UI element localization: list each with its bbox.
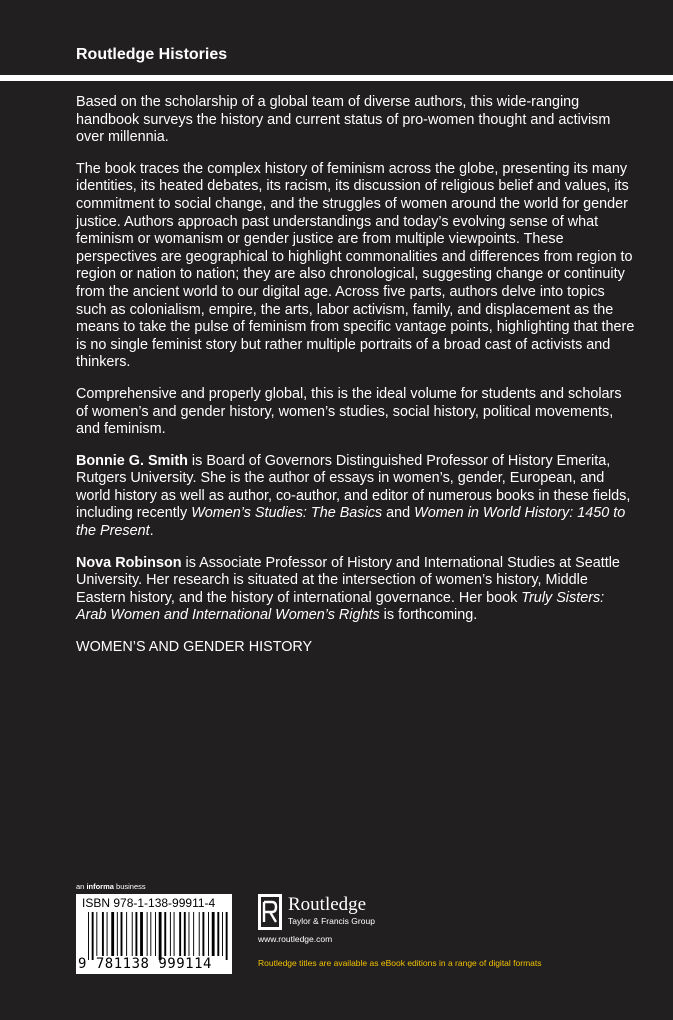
barcode-bar bbox=[155, 912, 156, 956]
publisher-name: Routledge bbox=[288, 894, 367, 915]
barcode-bar bbox=[217, 912, 219, 956]
blurb-paragraph-3: Comprehensive and properly global, this is the ideal volume for students and scholars of women’s and gender history, women’s studies, social history, political movements, and feminism. bbox=[76, 385, 622, 438]
barcode-bar bbox=[147, 912, 148, 956]
publisher-url[interactable]: www.routledge.com bbox=[258, 934, 333, 944]
barcode-bar bbox=[150, 912, 151, 956]
author-bio-robinson bbox=[76, 555, 636, 625]
header-rule bbox=[0, 75, 673, 81]
author-name-smith: Bonnie G. Smith bbox=[76, 452, 188, 469]
isbn-number: ISBN 978-1-138-99911-4 bbox=[82, 896, 216, 910]
barcode-bar bbox=[107, 912, 108, 956]
back-cover-text bbox=[76, 94, 636, 671]
publisher-group: Taylor & Francis Group bbox=[288, 916, 375, 926]
barcode-bar bbox=[212, 912, 215, 956]
barcode-bar bbox=[135, 912, 137, 956]
barcode-bar bbox=[222, 912, 223, 956]
barcode-bar bbox=[189, 912, 190, 956]
routledge-logo-icon bbox=[258, 894, 282, 930]
bio-text: is Associate Professor of History and International Studies at Seattle University. Her research is situated at the intersection of women’s history, Middle Eastern history, and the history of international governance. Her book bbox=[76, 554, 620, 606]
book-title: Women’s Studies: The Basics bbox=[191, 505, 383, 522]
blurb-paragraph-1: Based on the scholarship of a global team of diverse authors, this wide-ranging handbook surveys the history and current status of pro-women thought and activism over millennia. bbox=[76, 94, 611, 146]
series-title: Routledge Histories bbox=[76, 46, 228, 63]
barcode-bar bbox=[193, 912, 194, 956]
bio-text: is forthcoming. bbox=[379, 607, 478, 624]
barcode-bar bbox=[179, 912, 181, 956]
barcode-bar bbox=[164, 912, 166, 956]
bio-text: is Board of Governors Distinguished Professor of History Emerita, Rutgers University. She is the author of essays in women’s, gender, European, and world history as well as author, co-author, and editor of numerous books in these fields, including recently bbox=[76, 452, 631, 522]
barcode-bar bbox=[132, 912, 133, 956]
barcode-bar bbox=[111, 912, 114, 956]
blurb-paragraph-2: The book traces the complex history of feminism across the globe, presenting its many identities, its heated debates, its racism, its discussion of religious belief and values, its commitment to social change, and the struggles of women around the world for gender justice. Authors approach past understandings and today’s evolving sense of what feminism or womanism or gender justice are from multiple viewpoints. These perspectives are geographical to highlight commonalities and differences from region to region or nation to nation; they are also chronological, suggesting change or continuity from the ancient world to our digital age. Across five parts, authors delve into topics such as colonialism, empire, the arts, labor activism, family, and displacement as the means to take the pulse of feminism from specific vantage points, highlighting that there is no single feminist story but rather multiple portraits of a broad cast of activists and thinkers. bbox=[76, 160, 635, 371]
book-title: Truly Sisters: Arab Women and International Women’s Rights bbox=[76, 589, 605, 624]
book-title: Women in World History: 1450 to the Present bbox=[76, 505, 626, 540]
author-bio-smith bbox=[76, 453, 636, 541]
barcode-bar bbox=[208, 912, 209, 956]
barcode-bar bbox=[96, 912, 97, 956]
informa-brand: informa bbox=[86, 882, 114, 891]
barcode-digits: 9 781138 999114 bbox=[78, 956, 212, 972]
barcode-bar bbox=[159, 912, 162, 960]
ebook-note: Routledge titles are available as eBook editions in a range of digital formats bbox=[258, 958, 542, 968]
barcode-bar bbox=[92, 912, 94, 960]
barcode-bar bbox=[202, 912, 204, 956]
author-name-robinson: Nova Robinson bbox=[76, 554, 182, 571]
barcode-bar bbox=[121, 912, 123, 956]
informa-tagline: an informa business bbox=[76, 882, 146, 891]
barcode-bar bbox=[226, 912, 228, 960]
isbn-barcode bbox=[76, 894, 232, 974]
barcode-bar bbox=[126, 912, 127, 956]
bio-text: and bbox=[382, 505, 415, 522]
barcode-bar bbox=[174, 912, 175, 956]
barcode-bar bbox=[184, 912, 186, 956]
barcode-bar bbox=[199, 912, 200, 956]
subject-label: WOMEN’S AND GENDER HISTORY bbox=[76, 639, 313, 656]
barcode-bar bbox=[88, 912, 89, 960]
barcode-bar bbox=[117, 912, 118, 956]
barcode-bar bbox=[140, 912, 143, 956]
bio-text: . bbox=[149, 523, 154, 540]
barcode-bar bbox=[170, 912, 171, 956]
barcode-bar bbox=[102, 912, 104, 956]
